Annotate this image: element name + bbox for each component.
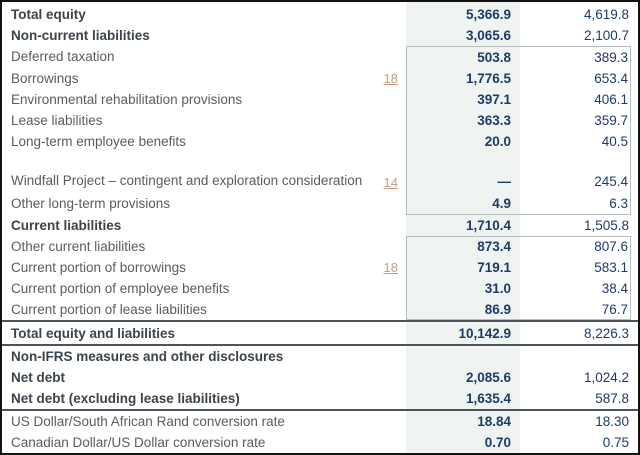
prior-period-value: 583.1 (520, 257, 631, 278)
note-cell (368, 68, 406, 89)
current-period-value: 20.0 (406, 131, 520, 152)
right-spacer (631, 25, 638, 46)
prior-period-value: 8,226.3 (583, 325, 629, 341)
row-label: US Dollar/South African Rand conversion rate (11, 414, 285, 430)
prior-period-value: 406.1 (520, 89, 631, 110)
row-label: Windfall Project – contingent and exploration consideration (11, 173, 363, 189)
right-spacer (631, 388, 638, 409)
note-cell (368, 411, 406, 432)
right-spacer (631, 257, 638, 278)
prior-period-value: 2,100.7 (583, 28, 629, 44)
current-period-value (406, 346, 520, 367)
table-row (2, 432, 638, 453)
prior-period-value: 359.7 (520, 110, 631, 131)
current-period-value: 363.3 (406, 110, 520, 131)
right-spacer (631, 299, 638, 320)
current-period-value: — (406, 152, 520, 193)
row-label: Current portion of lease liabilities (11, 302, 207, 318)
row-label: Environmental rehabilitation provisions (11, 91, 243, 107)
note-cell (368, 193, 406, 214)
right-spacer (631, 322, 638, 343)
table-row (2, 89, 638, 110)
prior-period-value: 76.7 (520, 299, 631, 320)
table-row (2, 236, 638, 257)
right-spacer (631, 152, 638, 193)
note-cell (368, 89, 406, 110)
note-cell (368, 236, 406, 257)
row-label: Current portion of employee benefits (11, 281, 230, 297)
current-period-value: 4.9 (406, 193, 520, 214)
row-label: Net debt (excluding lease liabilities) (11, 391, 240, 407)
prior-period-value: 18.30 (595, 414, 629, 430)
note-cell (368, 257, 406, 278)
row-label: Deferred taxation (11, 49, 115, 65)
current-period-value: 1,776.5 (406, 68, 520, 89)
row-label: Total equity and liabilities (11, 325, 176, 341)
right-spacer (631, 131, 638, 152)
table-row (2, 131, 638, 152)
row-label: Other long-term provisions (11, 196, 171, 212)
right-spacer (631, 68, 638, 89)
note-cell (368, 25, 406, 46)
right-spacer (631, 346, 638, 367)
note-cell (368, 367, 406, 388)
right-spacer (631, 367, 638, 388)
table-row (2, 411, 638, 432)
row-label: Borrowings (11, 70, 79, 86)
table-row (2, 367, 638, 388)
current-period-value: 873.4 (406, 236, 520, 257)
prior-period-value: 4,619.8 (583, 7, 629, 23)
table-row (2, 299, 638, 320)
row-label: Lease liabilities (11, 113, 103, 129)
right-spacer (631, 236, 638, 257)
row-label: Current portion of borrowings (11, 259, 186, 275)
balance-table (2, 2, 638, 454)
right-spacer (631, 278, 638, 299)
row-label: Total equity (11, 7, 86, 23)
table-row (2, 152, 638, 193)
prior-period-value: 1,024.2 (583, 369, 629, 385)
right-spacer (631, 46, 638, 67)
current-period-value: 10,142.9 (458, 325, 511, 341)
table-row (2, 215, 638, 236)
prior-period-value: 245.4 (520, 152, 631, 193)
row-label: Canadian Dollar/US Dollar conversion rate (11, 435, 266, 451)
note-cell (368, 322, 406, 343)
note-cell (368, 278, 406, 299)
prior-period-value: 1,505.8 (583, 217, 629, 233)
right-spacer (631, 4, 638, 25)
note-cell (368, 4, 406, 25)
table-row (2, 110, 638, 131)
prior-period-value (520, 346, 631, 367)
note-cell (368, 215, 406, 236)
prior-period-value: 6.3 (520, 193, 631, 214)
table-row (2, 346, 638, 367)
table-row (2, 25, 638, 46)
current-period-value: 31.0 (406, 278, 520, 299)
current-period-value: 1,635.4 (465, 391, 511, 407)
right-spacer (631, 411, 638, 432)
table-row (2, 193, 638, 214)
prior-period-value: 389.3 (520, 46, 631, 67)
note-cell (368, 110, 406, 131)
row-label: Long-term employee benefits (11, 134, 186, 150)
note-cell (368, 432, 406, 453)
row-label: Non-IFRS measures and other disclosures (11, 348, 284, 364)
note-cell (368, 131, 406, 152)
prior-period-value: 653.4 (520, 68, 631, 89)
current-period-value: 18.84 (477, 414, 511, 430)
table-row (2, 278, 638, 299)
current-period-value: 0.70 (484, 435, 511, 451)
row-label: Net debt (11, 369, 65, 385)
note-link[interactable]: 18 (383, 70, 398, 86)
prior-period-value: 38.4 (520, 278, 631, 299)
current-period-value: 86.9 (406, 299, 520, 320)
note-link[interactable]: 14 (383, 175, 398, 191)
note-cell (368, 299, 406, 320)
current-period-value: 5,366.9 (465, 7, 511, 23)
current-period-value: 397.1 (406, 89, 520, 110)
prior-period-value: 807.6 (520, 236, 631, 257)
current-period-value: 719.1 (406, 257, 520, 278)
note-cell (368, 346, 406, 367)
table-row (2, 4, 638, 25)
prior-period-value: 40.5 (520, 131, 631, 152)
current-period-value: 2,085.6 (465, 369, 511, 385)
right-spacer (631, 432, 638, 453)
table-row (2, 257, 638, 278)
table-row (2, 322, 638, 343)
right-spacer (631, 215, 638, 236)
table-row (2, 68, 638, 89)
prior-period-value: 0.75 (602, 435, 629, 451)
row-label: Other current liabilities (11, 238, 146, 254)
table-row (2, 388, 638, 409)
row-label: Non-current liabilities (11, 28, 150, 44)
note-cell (368, 388, 406, 409)
row-label: Current liabilities (11, 217, 122, 233)
right-spacer (631, 89, 638, 110)
current-period-value: 3,065.6 (465, 28, 511, 44)
note-link[interactable]: 18 (383, 259, 398, 275)
current-period-value: 503.8 (406, 46, 520, 67)
table-row (2, 46, 638, 67)
prior-period-value: 587.8 (595, 391, 629, 407)
right-spacer (631, 193, 638, 214)
current-period-value: 1,710.4 (465, 217, 511, 233)
note-cell (368, 152, 406, 193)
note-cell (368, 46, 406, 67)
right-spacer (631, 110, 638, 131)
